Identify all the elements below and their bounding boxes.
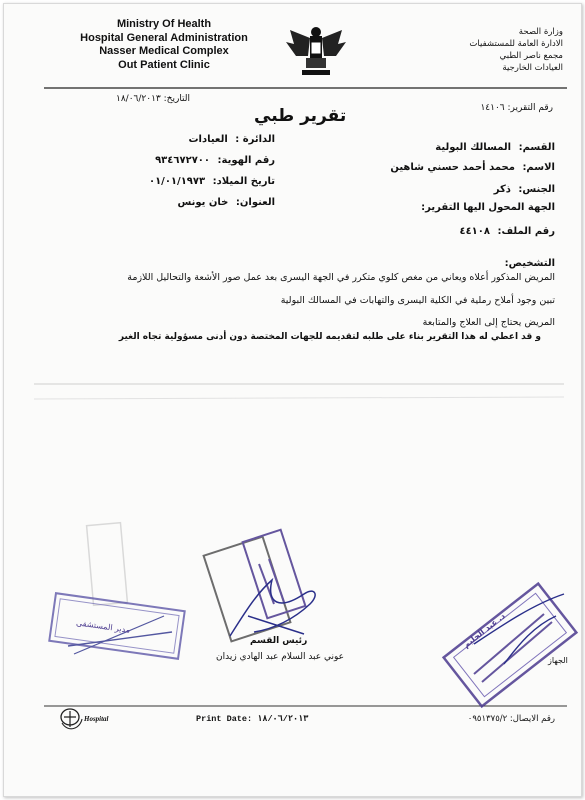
field-department xyxy=(435,142,555,153)
medical-report-page xyxy=(3,3,582,797)
field-label: تاريخ الميلاد: xyxy=(212,176,275,187)
header-en-line: Out Patient Clinic xyxy=(118,58,210,71)
field-label: الاسم: xyxy=(522,162,555,173)
field-gender xyxy=(494,184,555,195)
header-en-line: Ministry Of Health xyxy=(116,18,212,30)
dept-head-title: رئيس القسم xyxy=(250,636,308,646)
field-label: رقم الهوية: xyxy=(217,155,275,166)
header-ar-line: وزارة الصحة xyxy=(518,27,563,37)
hospital-logo-text: Hospital xyxy=(84,715,109,723)
field-value: ٠١/٠١/١٩٧٣ xyxy=(148,176,206,187)
dept-head-signature-icon xyxy=(230,580,315,636)
field-label: القسم: xyxy=(518,142,555,153)
header-ar-line: العيادات الخارجية xyxy=(502,63,563,73)
diagnosis-line: تبين وجود أملاح رملية في الكلية اليسرى والتهابات في المسالك البولية xyxy=(280,295,555,306)
report-no-label: رقم التقرير: xyxy=(507,103,553,113)
field-value: خان يونس xyxy=(177,197,229,208)
date-label: التاريخ: xyxy=(163,94,191,104)
right-title-fragment: الجهاز xyxy=(548,656,568,665)
header-ar-line: مجمع ناصر الطبي xyxy=(499,51,563,61)
field-value: المسالك البولية xyxy=(435,142,512,153)
field-birth-date xyxy=(149,176,275,187)
date-value: ١٨/٠٦/٢٠١٣ xyxy=(116,94,161,104)
page-title: تقرير طبي xyxy=(254,106,347,126)
field-value: ٩٣٤٦٧٢٧٠٠ xyxy=(155,155,211,166)
field-recipient xyxy=(417,202,555,213)
header-ar-line: الادارة العامة للمستشفيات xyxy=(469,39,563,49)
field-division xyxy=(188,134,275,145)
report-number xyxy=(480,103,553,113)
header-en-line: Nasser Medical Complex xyxy=(99,45,229,57)
print-label: Print Date: xyxy=(196,714,253,724)
print-date xyxy=(196,714,308,724)
field-value: محمد أحمد حسني شاهين xyxy=(390,162,515,173)
header-en-line: Hospital General Administration xyxy=(80,31,248,44)
field-label: الجنس: xyxy=(518,184,555,195)
eagle-emblem-icon xyxy=(286,27,346,75)
field-label: رقم الملف: xyxy=(497,226,555,237)
faint-stamp-icon xyxy=(87,523,128,606)
field-value: العيادات xyxy=(188,134,228,145)
diagnosis-line: المريض المذكور أعلاه ويعاني من مغص كلوي متكرر في الجهة اليسرى بعد عمل صور الأشعة والتحاليل اللازمة xyxy=(127,272,555,283)
field-id-number xyxy=(155,155,275,166)
closing-statement: و قد اعطي له هذا التقرير بناء على طلبه لتقديمه للجهات المختصة دون أدنى مسؤولية تجاه الغير xyxy=(118,332,541,342)
right-stamp-text: د. عبد الحليم xyxy=(461,611,507,650)
field-name xyxy=(390,162,555,173)
receipt-value: ٠٩٥١٣٧٥/٢ xyxy=(467,714,508,724)
diagnosis-line: المريض يحتاج إلى العلاج والمتابعة xyxy=(422,317,555,328)
field-file-number xyxy=(459,226,555,237)
field-label: الدائرة : xyxy=(235,134,275,145)
receipt-number xyxy=(468,714,555,724)
field-label: العنوان: xyxy=(235,197,275,208)
arabic-header xyxy=(443,26,563,74)
field-label: الجهة المحول اليها التقرير: xyxy=(421,202,555,213)
field-value: ذكر xyxy=(493,184,511,195)
receipt-label: رقم الايصال: xyxy=(509,714,555,724)
hospital-logo-icon xyxy=(61,709,82,729)
field-value: ٤٤١٠٨ xyxy=(459,226,490,237)
report-no-value: ١٤١٠٦ xyxy=(480,103,505,113)
print-value: ١٨/٠٦/٢٠١٣ xyxy=(257,714,309,724)
left-stamp-text: مدير المستشفى xyxy=(75,618,131,635)
report-date xyxy=(116,94,190,104)
center-stamp-icon xyxy=(204,530,306,642)
field-address xyxy=(177,197,275,208)
dept-head-name: عوني عبد السلام عبد الهادي زيدان xyxy=(216,652,345,662)
diagnosis-label: التشخيص: xyxy=(504,258,555,269)
